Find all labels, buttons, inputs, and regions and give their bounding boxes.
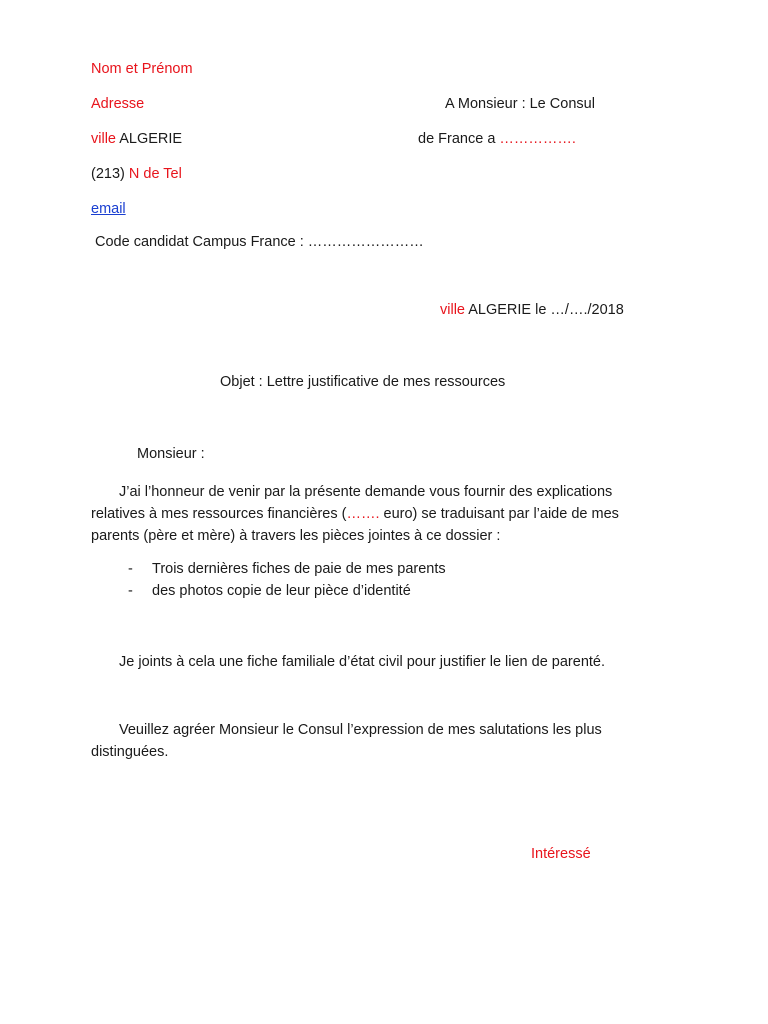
recipient-line1: A Monsieur : Le Consul bbox=[445, 96, 595, 112]
list-item: Trois dernières fiches de paie de mes parents bbox=[152, 561, 446, 577]
phone-prefix: (213) bbox=[91, 166, 125, 182]
list-bullet: - bbox=[128, 561, 133, 577]
sender-name: Nom et Prénom bbox=[91, 61, 193, 77]
p2-text: Je joints à cela une fiche familiale d’état civil pour justifier le lien de parenté. bbox=[119, 654, 606, 670]
p1-part1: J’ai l’honneur de venir par la présente demande vous fournir des explications relatives à mes ressources financières ( bbox=[91, 484, 613, 522]
sender-address: Adresse bbox=[91, 96, 145, 112]
recipient-line2-prefix: de France a bbox=[418, 131, 496, 147]
list-bullet: - bbox=[128, 583, 133, 599]
sender-city-value: ALGERIE bbox=[119, 131, 183, 147]
subject-line: Objet : Lettre justificative de mes ressources bbox=[220, 374, 506, 390]
list-item: des photos copie de leur pièce d’identité bbox=[152, 583, 411, 599]
p1-amount: ……. bbox=[346, 506, 380, 522]
sender-city bbox=[91, 131, 182, 147]
sender-phone bbox=[91, 166, 182, 182]
phone-label: N de Tel bbox=[128, 166, 182, 182]
recipient-line2 bbox=[418, 131, 576, 147]
salutation: Monsieur : bbox=[137, 446, 205, 462]
sender-email-link[interactable]: email bbox=[91, 201, 126, 217]
campus-france-code: Code candidat Campus France : …………………… bbox=[95, 234, 424, 250]
date-city-label: ville bbox=[440, 302, 465, 318]
signature: Intéressé bbox=[531, 846, 591, 862]
p3-text: Veuillez agréer Monsieur le Consul l’expression de mes salutations les plus distinguées. bbox=[91, 722, 602, 760]
body-paragraph-3 bbox=[91, 719, 651, 763]
recipient-line2-dots: ……………. bbox=[499, 131, 576, 147]
body-paragraph-2 bbox=[91, 651, 651, 673]
sender-city-label: ville bbox=[91, 131, 116, 147]
body-paragraph-1 bbox=[91, 481, 651, 547]
date-line bbox=[440, 302, 624, 318]
date-rest: ALGERIE le …/…./2018 bbox=[468, 302, 624, 318]
p1-part2: euro) se traduisant par l’aide de mes parents (père et mère) à travers les pièces jointes à ce dossier : bbox=[91, 506, 619, 544]
